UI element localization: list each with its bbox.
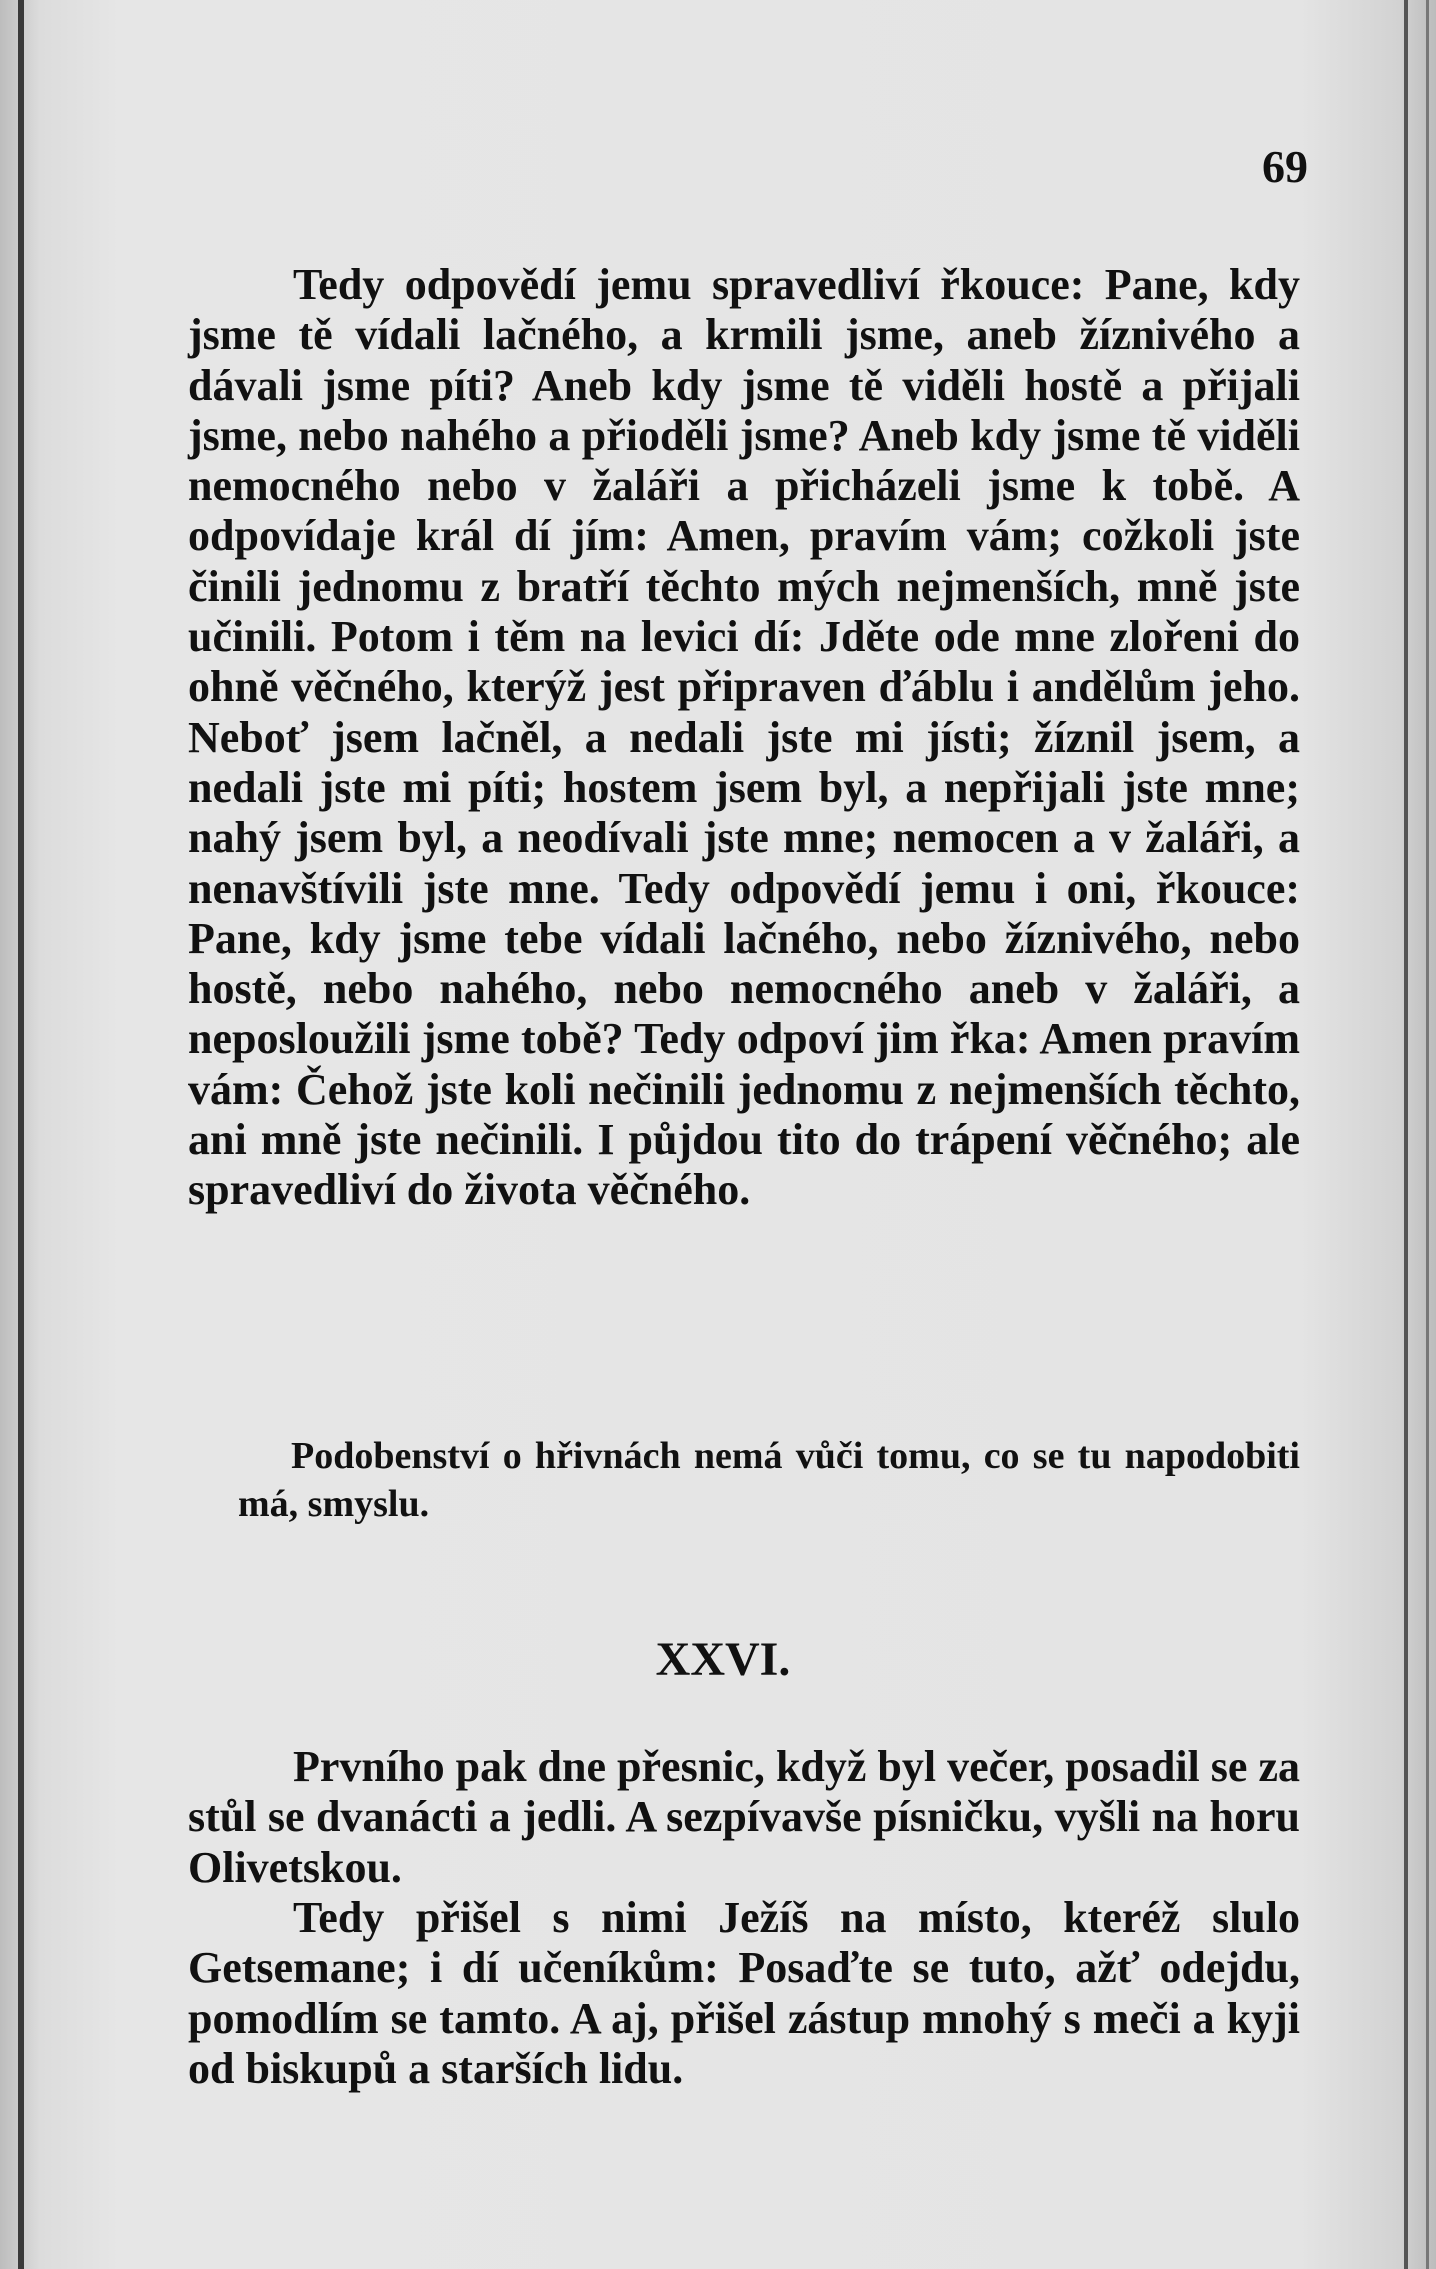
paragraph-text: Tedy odpovědí jemu spravedliví řkouce: Pane, kdy jsme tě vídali lačného, a krmili jsme, aneb žíznivého a dávali jsme píti? Aneb kdy jsme tě viděli hostě a přijali jsme, nebo nahého a přioděli jsme? Aneb kdy jsme tě viděli nemocného nebo v žaláři a přicházeli jsme k tobě. A odpovídaje král dí jím: Amen, pravím vám; cožkoli jste činili jednomu z bratří těchto mých nejmenších, mně jste učinili. Potom i těm na levici dí: Jděte ode mne zlořeni do ohně věčného, kterýž jest připraven ďáblu i andělům jeho. Neboť jsem lačněl, a nedali jste mi jísti; žíznil jsem, a nedali jste mi píti; hostem jsem byl, a nepřijali jste mne; nahý jsem byl, a neodívali jste mne; nemocen a v žaláři, a nenavštívili jste mne. Tedy odpovědí jemu i oni, řkouce: Pane, kdy jsme tebe vídali lačného, nebo žíznivého, nebo hostě, nebo nahého, nebo nemocného aneb v žaláři, a neposloužili jsme tobě? Tedy odpoví jim řka: Amen pravím vám: Čehož jste koli nečinili jednomu z nejmenších těchto, ani mně jste nečinili. I půjdou tito do trápení věčného; ale spravedliví do života věčného.	[188, 260, 1300, 1215]
main-paragraph	[188, 260, 1300, 1216]
chapter-paragraph-2	[188, 1893, 1300, 2094]
page-edge-left	[18, 0, 24, 2269]
paragraph-text: Tedy přišel s nimi Ježíš na místo, kteréž slulo Getsemane; i dí učeníkům: Posaďte se tuto, ažť odejdu, pomodlím se tamto. A aj, přišel zástup mnohý s meči a kyji od biskupů a starších lidu.	[188, 1893, 1300, 2093]
page-number: 69	[1262, 141, 1308, 192]
page-edge-right	[1404, 0, 1408, 2269]
paragraph-text: Prvního pak dne přesnic, když byl večer, posadil se za stůl se dvanácti a jedli. A sezpívavše písničku, vyšli na horu Olivetskou.	[188, 1742, 1300, 1892]
chapter-heading: XXVI.	[655, 1633, 791, 1686]
page-edge-right-outer	[1426, 0, 1429, 2269]
footnote-remark: Podobenství o hřivnách nemá vůči tomu, co se tu napodobiti má, smyslu.	[238, 1435, 1300, 1525]
chapter-paragraph-1	[188, 1742, 1300, 1893]
